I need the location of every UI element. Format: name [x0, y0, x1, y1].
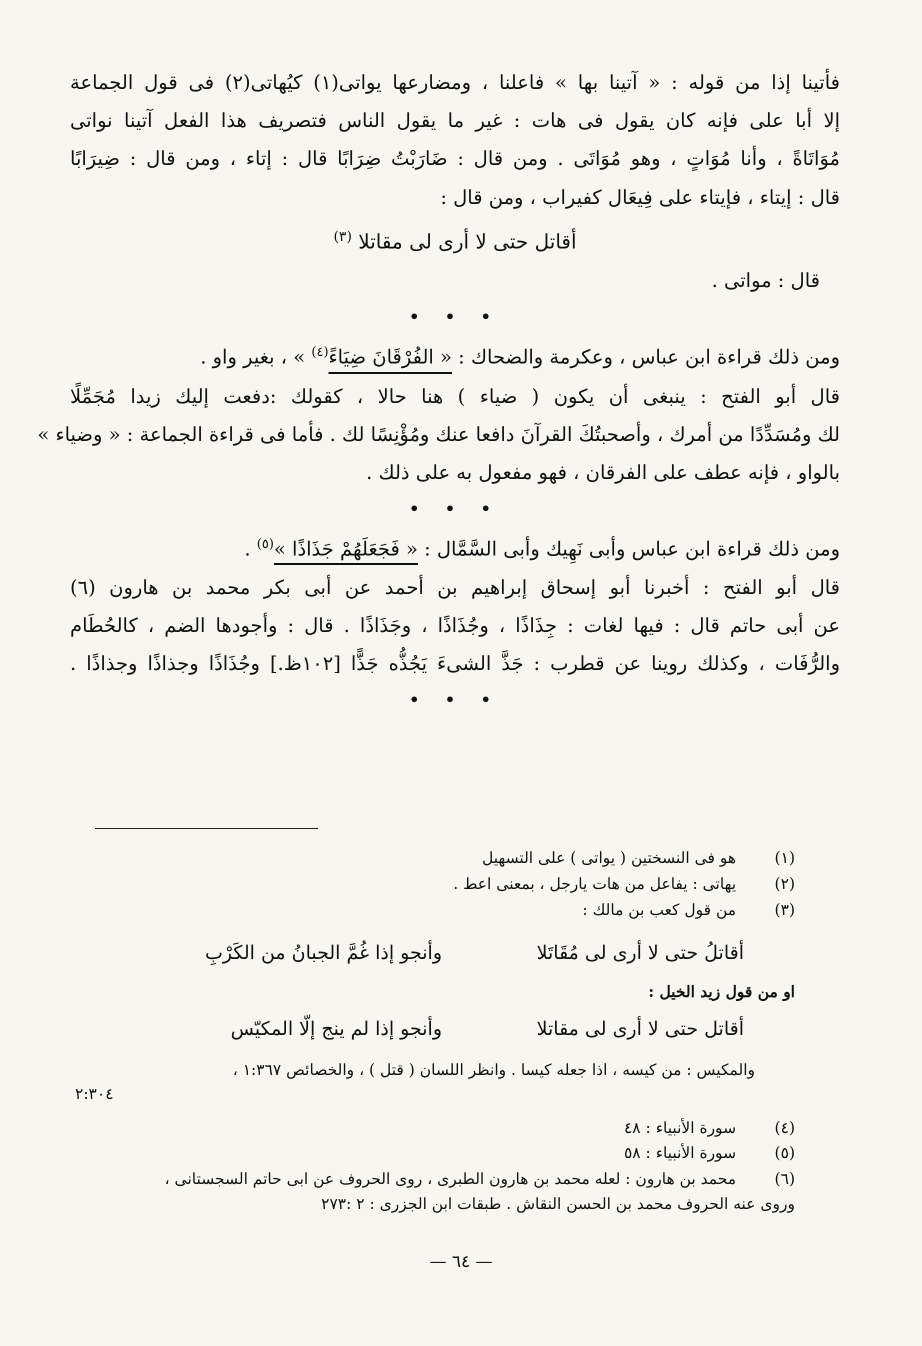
- intro-text: ومن ذلك قراءة ابن عباس وأبى نَهِيك وأبى السَّمَّال :: [424, 537, 840, 561]
- footnote-divider: [95, 828, 318, 829]
- footnote-number: (١): [774, 849, 795, 867]
- footnote-number: (٤): [774, 1119, 795, 1137]
- text-line: عن أبى حاتم قال : فيها لغات : جِذَاذًا ، وجُذَاذًا ، وجَذَاذًا . قال : وأجودها الضم ، كالحُطَام: [70, 614, 840, 638]
- verse-text: أقاتل حتى لا أرى لى مقاتلا: [358, 229, 577, 254]
- paragraph-2: [37, 378, 840, 493]
- footnote-text: من قول كعب بن مالك :: [582, 901, 737, 919]
- intro-text: ومن ذلك قراءة ابن عباس ، وعكرمة والضحاك :: [458, 345, 840, 369]
- verse-hemistich-1a: أقاتلُ حتى لا أرى لى مُقَاتَلا: [536, 942, 744, 964]
- footnote-marker: (٣): [333, 228, 352, 245]
- footnote-number: (٥): [774, 1144, 795, 1162]
- footnote-text: سورة الأنبياء : ٤٨: [623, 1119, 737, 1137]
- text-line: قال أبو الفتح : أخبرنا أبو إسحاق إبراهيم بن أحمد عن أبى بكر محمد بن هارون (٦): [70, 576, 840, 600]
- footnote-4: [75, 1116, 795, 1140]
- reading-intro-2: [70, 333, 840, 378]
- text-line: مُوَاتَاةً ، وأنا مُوَاتٍ ، وهو مُوَاتَى . ومن قال : ضَارَبْتُ ضِرَابًا قال : إتاء ، ومن قال : ضِيرَابًا: [70, 147, 840, 171]
- footnote-3c: والمكيس : من كيسه ، اذا جعله كيسا . وانظر اللسان ( قتل ) ، والخصائص ١:٣٦٧ ،: [232, 1061, 755, 1079]
- text-line: بالواو ، فإنه عطف على الفرقان ، فهو مفعول به على ذلك .: [366, 461, 840, 485]
- footnote-text: يهاتى : يفاعل من هات يارجل ، بمعنى اعط .: [453, 875, 737, 893]
- footnote-6b: وروى عنه الحروف محمد بن الحسن النقاش . طبقات ابن الجزرى : ٢ :٢٧٣: [321, 1195, 795, 1213]
- footnote-marker: (٥): [256, 536, 274, 552]
- footnote-5: [75, 1141, 795, 1165]
- footnote-marker: (٤): [311, 345, 329, 361]
- section-separator: • • •: [409, 498, 501, 518]
- section-separator: • • •: [409, 307, 501, 327]
- page-number: — ٦٤ —: [429, 1252, 493, 1272]
- verse-hemistich-2b: وأنجو إذا لم ينج إلّا المكيّس: [230, 1018, 442, 1040]
- quran-reading: « الفُرْقَانَ ضِيَاءً: [328, 345, 452, 369]
- footnote-number: (٦): [774, 1170, 795, 1188]
- verse-hemistich-1b: وأنجو إذا غُمَّ الجبانُ من الكَرْبِ: [205, 942, 442, 964]
- paragraph-1: [70, 64, 840, 217]
- footnote-text: محمد بن هارون : لعله محمد بن هارون الطبرى ، روى الحروف عن ابى حاتم السجستانى ،: [164, 1170, 737, 1188]
- footnote-1: [75, 846, 795, 870]
- verse-hemistich-2a: أقاتل حتى لا أرى لى مقاتلا: [536, 1018, 744, 1040]
- paragraph-3: [70, 569, 840, 684]
- reading-intro-3: [70, 525, 840, 570]
- footnote-2: [75, 872, 795, 896]
- main-text: [37, 64, 840, 716]
- text-line: لك ومُسَدِّدًا من أمرك ، وأصحبتُكَ القرآنَ دافعا عنك ومُؤْنِسًا لك . فأما فى قراءة الجماعة : « وضياء »: [37, 423, 840, 447]
- text-line: قال : إيتاء ، فإيتاء على فِيعَال كفيراب ، ومن قال :: [440, 185, 840, 209]
- text-line: والرُّفَات ، وكذلك روينا عن قطرب : جَذَّ الشىءَ يَجُذُّه جَذًّا [١٠٢ظ.] وجُذَاذًا وجذاذًا وجذاذًا .: [70, 652, 840, 676]
- after-text: .: [244, 537, 251, 561]
- footnote-text: هو فى النسختين ( يواتى ) على التسهيل: [482, 849, 737, 867]
- verse-line: [70, 217, 840, 262]
- section-separator: • • •: [409, 689, 501, 709]
- footnote-text: سورة الأنبياء : ٥٨: [623, 1144, 737, 1162]
- footnote-number: (٢): [774, 875, 795, 893]
- text-line: قال أبو الفتح : ينبغى أن يكون ( ضياء ) هنا حالا ، كقولك :دفعت إليك زيدا مُجَمِّلًا: [70, 384, 840, 408]
- footnote-3c-cont: ٢:٣٠٤: [75, 1085, 114, 1103]
- footnote-3: [75, 898, 795, 922]
- footnote-number: (٣): [774, 901, 795, 919]
- footnote-3b: او من قول زيد الخيل :: [648, 982, 795, 1001]
- text-line: فأتينا إذا من قوله : « آتينا بها » فاعلنا ، ومضارعها يواتى(١) كيُهاتى(٢) فى قول الجماعة: [70, 71, 840, 94]
- quran-reading: « فَجَعَلَهُمْ جَذَاذًا »: [273, 537, 418, 561]
- paragraph-end: قال : مواتى .: [711, 269, 820, 293]
- footnote-6: [75, 1167, 795, 1191]
- text-line: إلا أبا على فإنه كان يقول فى هات : غير ما يقول الناس فتصريف هذا الفعل آتينا نواتى: [70, 109, 840, 133]
- after-text: » ، بغير واو .: [200, 345, 306, 369]
